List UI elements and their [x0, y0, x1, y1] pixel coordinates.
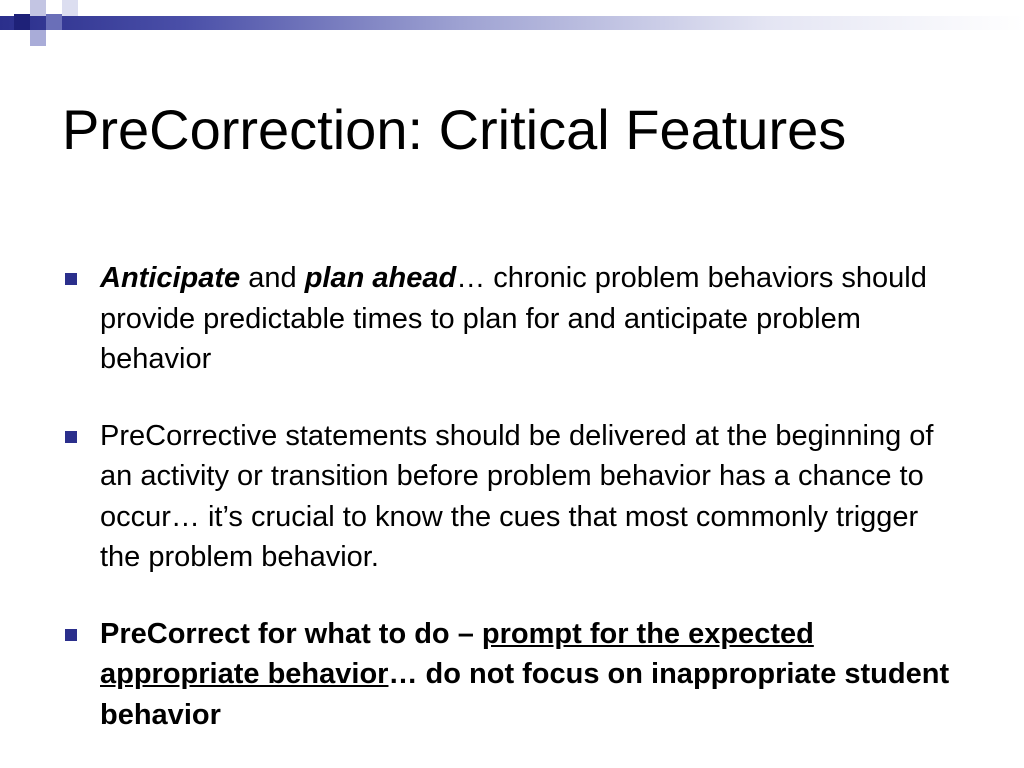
bullet-item [62, 416, 962, 578]
bullet-emphasis: Anticipate [100, 262, 241, 294]
bullet-text: … do not focus on inappropriate student behavior [100, 658, 950, 731]
bullet-text: and [240, 262, 305, 294]
header-square-faint [62, 0, 78, 16]
bullet-item [62, 614, 962, 736]
slide-title: PreCorrection: Critical Features [62, 98, 847, 161]
header-square-mid [46, 14, 62, 30]
square-bullet-icon [65, 431, 77, 443]
header-square-dark [14, 14, 30, 30]
bullet-text: PreCorrective statements should be delivered at the beginning of an activity or transition before problem behavior has a chance to occur… it’s crucial to know the cues that most commonly trigger the problem behavior. [100, 419, 934, 573]
header-square-pale [30, 30, 46, 46]
square-bullet-icon [65, 629, 77, 641]
bullet-text: PreCorrect for what to do – [100, 617, 482, 650]
bullet-emphasis: plan ahead [304, 262, 457, 294]
header-gradient-bar [0, 16, 1024, 30]
bullet-text: … chronic problem behaviors should provide predictable times to plan for and anticipate problem behavior [100, 262, 927, 375]
bullet-list [62, 258, 962, 735]
bullet-item [62, 258, 962, 380]
bullet-underlined-text: prompt for the expected appropriate behavior [100, 617, 814, 690]
header-square-light [30, 0, 46, 16]
square-bullet-icon [65, 273, 77, 285]
